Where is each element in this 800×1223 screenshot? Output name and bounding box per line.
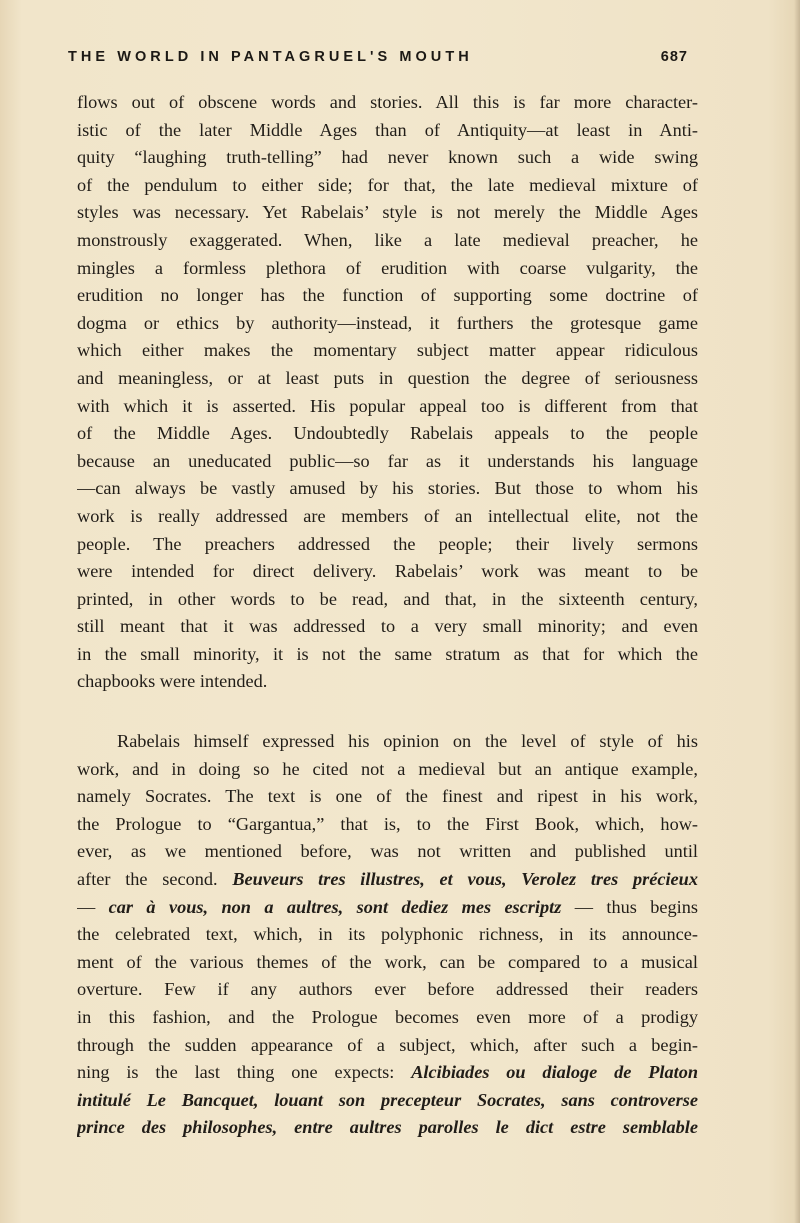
text-line: monstrously exaggerated. When, like a late medieval preacher, he [77, 229, 698, 250]
text-line: the Prologue to “Gargantua,” that is, to the First Book, which, how- [77, 813, 698, 834]
text-line: ment of the various themes of the work, can be compared to a musical [77, 951, 698, 972]
text-line: of the Middle Ages. Undoubtedly Rabelais appeals to the people [77, 423, 698, 444]
text-run: ning is the last thing one expects: [77, 1062, 412, 1083]
text-line: dogma or ethics by authority—instead, it furthers the grotesque game [77, 312, 698, 333]
text-line: work is really addressed are members of an intellectual elite, not the [77, 505, 698, 526]
text-line: ever, as we mentioned before, was not written and published until [77, 841, 698, 862]
running-head: THE WORLD IN PANTAGRUEL'S MOUTH [68, 49, 473, 65]
text-line: with which it is asserted. His popular appeal too is different from that [77, 395, 698, 416]
text-line: of the pendulum to either side; for that, the late medieval mixture of [77, 174, 698, 195]
french-quotation: intitulé Le Bancquet, louant son precepteur Socrates, sans controverse [77, 1089, 698, 1110]
page-header [68, 49, 688, 71]
text-line: overture. Few if any authors ever before addressed their readers [77, 979, 698, 1000]
french-quotation: Beuveurs tres illustres, et vous, Verolez tres précieux [232, 869, 698, 890]
paragraph-2 [77, 728, 698, 1142]
text-line: istic of the later Middle Ages than of Antiquity—at least in Anti- [77, 119, 698, 140]
page-number: 687 [660, 49, 688, 65]
french-quotation: car à vous, non a aultres, sont dediez mes escriptz [108, 896, 562, 917]
paragraph-spacer [77, 696, 698, 728]
text-line: were intended for direct delivery. Rabelais’ work was meant to be [77, 561, 698, 582]
text-line [77, 866, 698, 894]
text-line [77, 1059, 698, 1087]
text-line: in this fashion, and the Prologue becomes even more of a prodigy [77, 1007, 698, 1027]
text-line: chapbooks were intended. [77, 671, 268, 692]
text-line [77, 894, 698, 922]
text-line: Rabelais himself expressed his opinion on the level of style of his [117, 731, 698, 752]
text-run: — [77, 896, 109, 917]
body-text [77, 89, 698, 1142]
text-line: the celebrated text, which, in its polyphonic richness, in its announce- [77, 924, 698, 945]
text-line [77, 1114, 698, 1142]
page-edge-shadow [794, 0, 800, 1223]
text-line: and meaningless, or at least puts in question the degree of seriousness [77, 367, 698, 388]
text-line: mingles a formless plethora of erudition with coarse vulgarity, the [77, 257, 698, 278]
text-line: quity “laughing truth-telling” had never known such a wide swing [77, 147, 698, 168]
text-line [77, 1087, 698, 1115]
paragraph-1 [77, 89, 698, 696]
text-line: printed, in other words to be read, and that, in the sixteenth century, [77, 588, 698, 609]
french-quotation: Alcibiades ou dialoge de Platon [411, 1062, 698, 1083]
text-line: flows out of obscene words and stories. All this is far more character- [77, 92, 698, 112]
text-run: — thus begins [561, 896, 698, 917]
text-line: which either makes the momentary subject matter appear ridiculous [77, 340, 698, 361]
text-line: —can always be vastly amused by his stories. But those to whom his [77, 478, 698, 499]
text-line: in the small minority, it is not the same stratum as that for which the [77, 643, 698, 664]
text-line: namely Socrates. The text is one of the finest and ripest in his work, [77, 786, 698, 807]
text-line: work, and in doing so he cited not a medieval but an antique example, [77, 758, 698, 779]
text-run: after the second. [77, 869, 233, 890]
text-line: through the sudden appearance of a subject, which, after such a begin- [77, 1034, 698, 1055]
text-line: people. The preachers addressed the people; their lively sermons [77, 533, 698, 554]
french-quotation: prince des philosophes, entre aultres parolles le dict estre semblable [77, 1117, 698, 1138]
text-line: styles was necessary. Yet Rabelais’ style is not merely the Middle Ages [77, 202, 698, 223]
text-line: still meant that it was addressed to a very small minority; and even [77, 616, 698, 637]
text-line: erudition no longer has the function of supporting some doctrine of [77, 285, 698, 306]
text-line: because an uneducated public—so far as it understands his language [77, 450, 698, 471]
